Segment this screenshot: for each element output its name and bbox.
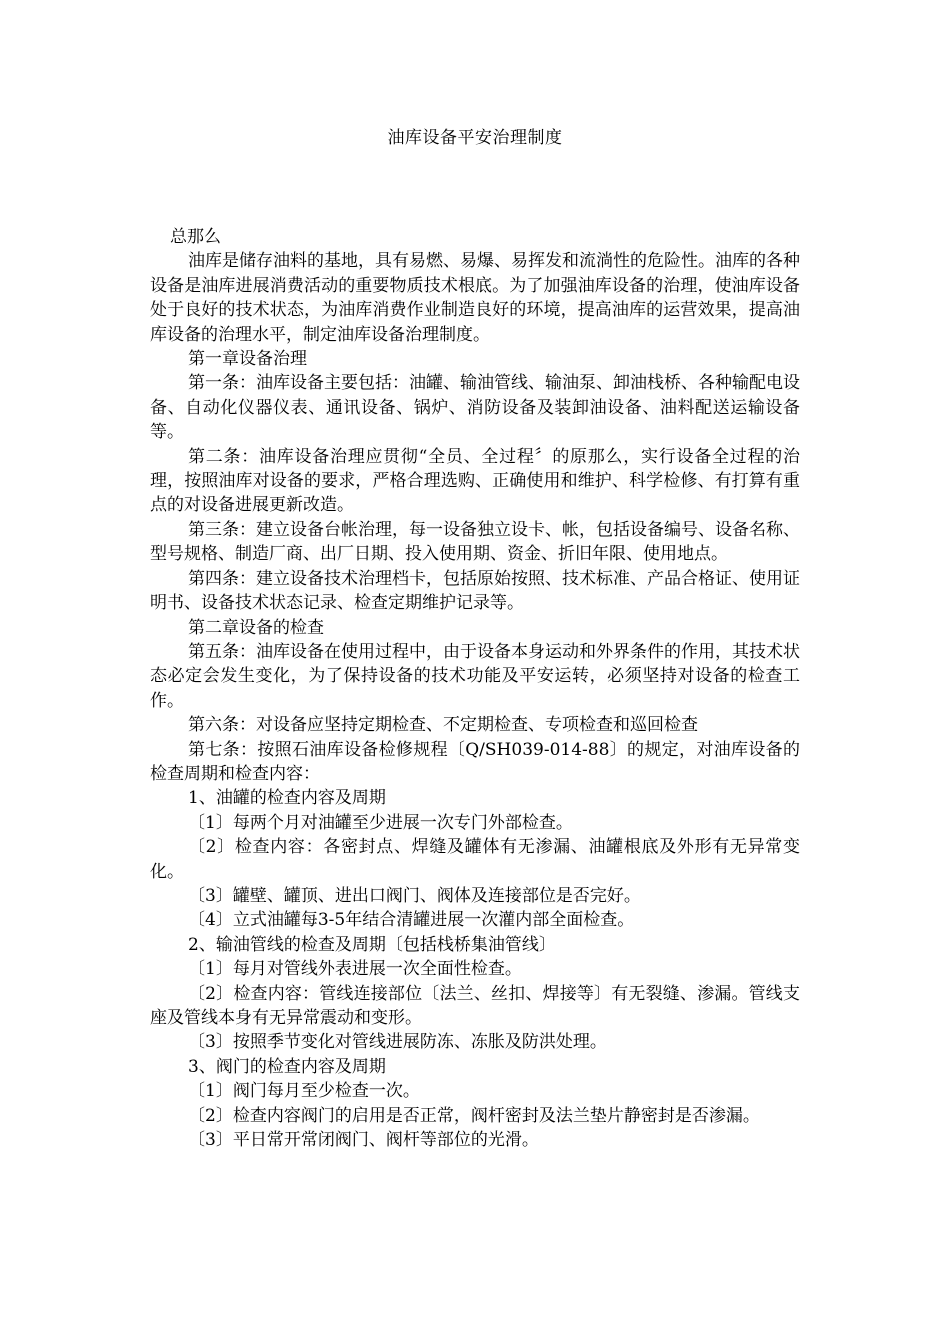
- list-heading: 1、油罐的检查内容及周期: [188, 788, 386, 809]
- chapter-heading: 第一章设备治理: [188, 349, 307, 370]
- paragraph: 第四条：建立设备技术治理档卡，包括原始按照、技术标准、产品合格证、使用证明书、设备技术状态记录、检查定期维护记录等。: [150, 568, 800, 614]
- paragraph-general: 总那么: [170, 227, 221, 247]
- paragraph: 第七条：按照石油库设备检修规程〔Q/SH039-014-88〕的规定，对油库设备的检查周期和检查内容：: [150, 739, 800, 784]
- list-item: 〔3〕按照季节变化对管线进展防冻、冻胀及防洪处理。: [188, 1032, 607, 1053]
- list-item: 〔2〕检查内容：管线连接部位〔法兰、丝扣、焊接等〕有无裂缝、渗漏。管线支座及管线本身有无异常震动和变形。: [150, 983, 800, 1028]
- paragraph: 第六条：对设备应坚持定期检查、不定期检查、专项检查和巡回检查: [188, 715, 698, 736]
- document-body: [150, 225, 800, 1152]
- chapter-heading: 第二章设备的检查: [188, 617, 324, 638]
- paragraph: 第一条：油库设备主要包括：油罐、输油管线、输油泵、卸油栈桥、各种输配电设备、自动化仪器仪表、通讯设备、锅炉、消防设备及装卸油设备、油料配送运输设备等。: [150, 373, 800, 443]
- list-heading: 2、输油管线的检查及周期〔包括栈桥集油管线〕: [188, 934, 556, 955]
- document-title: 油库设备平安治理制度: [387, 128, 563, 148]
- paragraph: 油库是储存油料的基地，具有易燃、易爆、易挥发和流淌性的危险性。油库的各种设备是油库进展消费活动的重要物质技术根底。为了加强油库设备的治理，使油库设备处于良好的技术状态，为油库消费作业制造良好的环境，提高油库的运营效果，提高油库设备的治理水平，制定油库设备治理制度。: [150, 251, 800, 345]
- list-heading: 3、阀门的检查内容及周期: [188, 1056, 386, 1077]
- list-item: 〔3〕平日常开常闭阀门、阀杆等部位的光滑。: [188, 1130, 539, 1151]
- paragraph: 第二条：油库设备治理应贯彻“全员、全过程〞的原那么，实行设备全过程的治理，按照油库对设备的要求，严格合理选购、正确使用和维护、科学检修、有打算有重点的对设备进展更新改造。: [150, 446, 800, 516]
- paragraph: 第三条：建立设备台帐治理，每一设备独立设卡、帐，包括设备编号、设备名称、型号规格、制造厂商、出厂日期、投入使用期、资金、折旧年限、使用地点。: [150, 519, 800, 565]
- list-item: 〔3〕罐壁、罐顶、进出口阀门、阀体及连接部位是否完好。: [188, 885, 641, 906]
- list-item: 〔4〕立式油罐每3-5年结合清罐进展一次灌内部全面检查。: [188, 910, 635, 931]
- list-item: 〔2〕检查内容阀门的启用是否正常，阀杆密封及法兰垫片静密封是否渗漏。: [188, 1105, 760, 1126]
- paragraph: 第五条：油库设备在使用过程中，由于设备本身运动和外界条件的作用，其技术状态必定会发生变化，为了保持设备的技术功能及平安运转，必须坚持对设备的检查工作。: [150, 641, 800, 711]
- list-item: 〔1〕每两个月对油罐至少进展一次专门外部检查。: [188, 812, 573, 833]
- list-item: 〔2〕检查内容：各密封点、焊缝及罐体有无渗漏、油罐根底及外形有无异常变化。: [150, 837, 800, 882]
- list-item: 〔1〕阀门每月至少检查一次。: [188, 1081, 420, 1102]
- list-item: 〔1〕每月对管线外表进展一次全面性检查。: [188, 959, 522, 980]
